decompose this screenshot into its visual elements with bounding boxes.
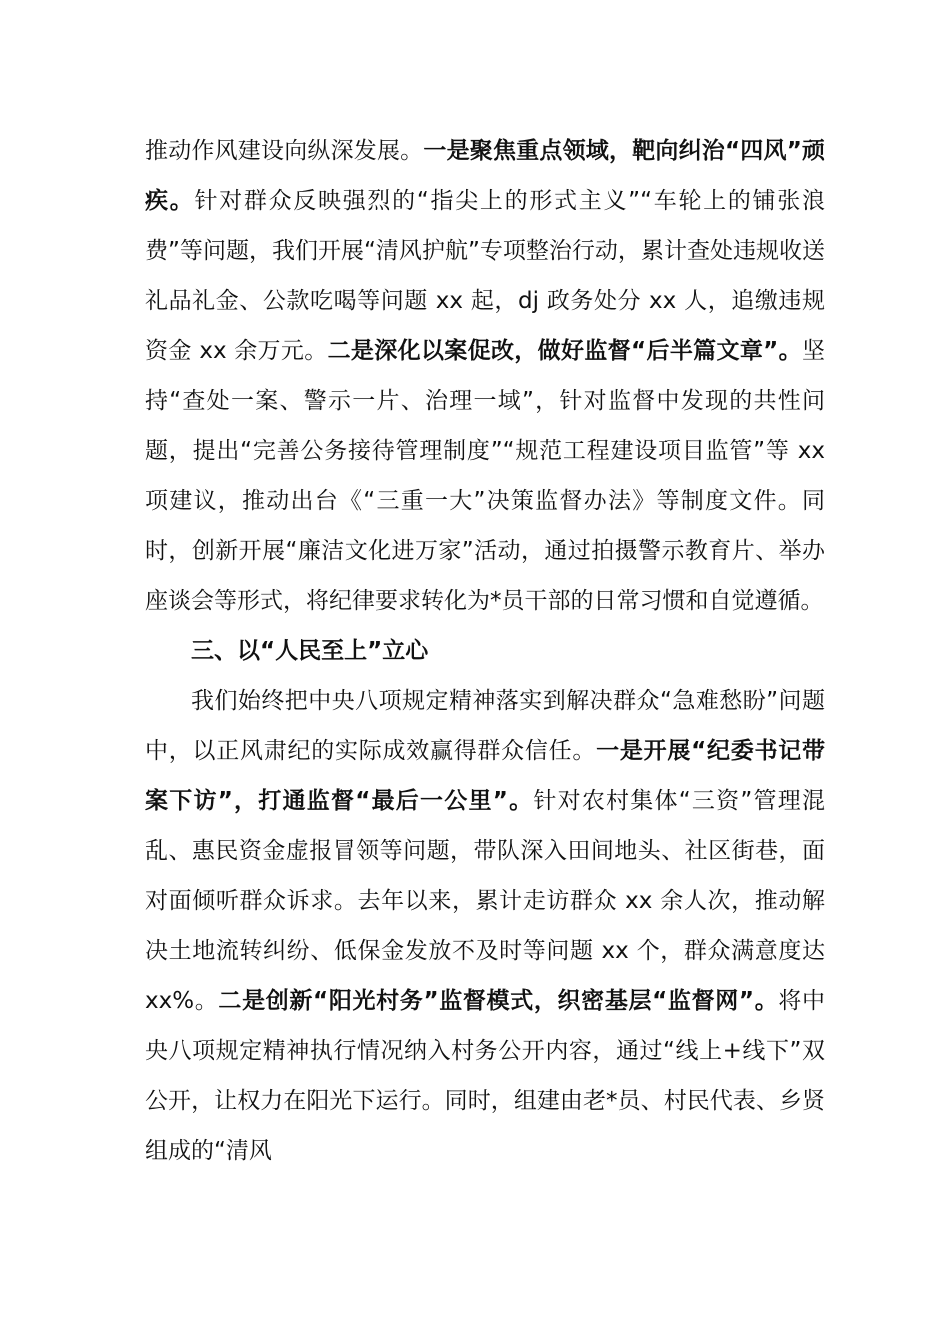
bold-point-one: 一是聚焦重点领域，靶向纠治“四风”顽疾。 <box>145 138 826 214</box>
paragraph-text: 将中央八项规定精神执行情况纳入村务公开内容，通过“线上+线下”双公开，让权力在阳光下运行。同时，组建由老*员、村民代表、乡贤组成的“清风 <box>145 988 826 1164</box>
bold-point-one: 一是开展“纪委书记带案下访”，打通监督“最后一公里”。 <box>145 738 825 814</box>
section-heading: 三、以“人民至上”立心 <box>191 638 429 664</box>
paragraph-text: 推动作风建设向纵深发展。 <box>145 138 424 164</box>
document-page <box>145 126 825 1176</box>
paragraph-conduct <box>145 126 825 626</box>
paragraph-text: 针对农村集体“三资”管理混乱、惠民资金虚报冒领等问题，带队深入田间地头、社区街巷，面对面倾听群众诉求。去年以来，累计走访群众 xx 余人次，推动解决土地流转纠纷、低保金发放不及时等问题 xx 个，群众满意度达 xx%。 <box>145 788 825 1014</box>
paragraph-text: 针对群众反映强烈的“指尖上的形式主义”“车轮上的铺张浪费”等问题，我们开展“清风护航”专项整治行动，累计查处违规收送礼品礼金、公款吃喝等问题 xx 起，dj 政务处分 xx 人，追缴违规资金 xx 余万元。 <box>145 188 826 364</box>
bold-point-two: 二是创新“阳光村务”监督模式，织密基层“监督网”。 <box>218 988 779 1014</box>
paragraph-people <box>145 676 825 1176</box>
paragraph-text: 坚持“查处一案、警示一片、治理一域”，针对监督中发现的共性问题，提出“完善公务接待管理制度”“规范工程建设项目监管”等 xx 项建议，推动出台《“三重一大”决策监督办法》等制度文件。同时，创新开展“廉洁文化进万家”活动，通过拍摄警示教育片、举办座谈会等形式，将纪律要求转化为*员干部的日常习惯和自觉遵循。 <box>145 338 825 614</box>
paragraph-text: 我们始终把中央八项规定精神落实到解决群众“急难愁盼”问题中，以正风肃纪的实际成效赢得群众信任。 <box>145 688 825 764</box>
bold-point-two: 二是深化以案促改，做好监督“后半篇文章”。 <box>327 338 802 364</box>
